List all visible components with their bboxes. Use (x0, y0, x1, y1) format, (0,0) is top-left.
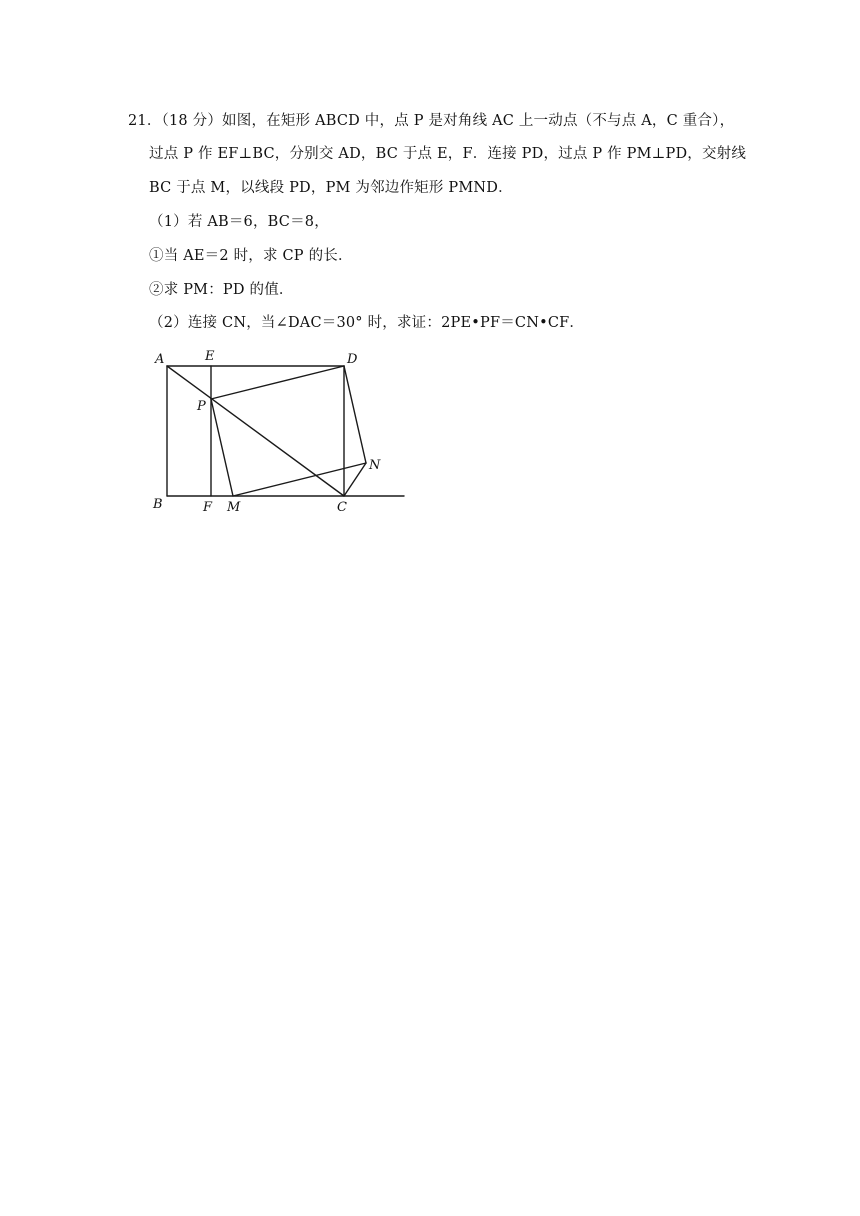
problem-part-1: （1）若 AB＝6，BC＝8， (149, 214, 329, 230)
label-p: P (197, 399, 206, 414)
segment-dn (344, 366, 366, 463)
segment-pd (211, 366, 344, 399)
label-c: C (337, 500, 347, 515)
problem-part-1-sub-2: ②求 PM：PD 的值． (149, 282, 294, 298)
problem-part-2: （2）连接 CN，当∠DAC＝30° 时，求证：2PE•PF＝CN•CF． (149, 315, 585, 331)
problem-line-1: 21．（18 分）如图，在矩形 ABCD 中，点 P 是对角线 AC 上一动点（不与点 A，C 重合）， (128, 113, 735, 129)
diagonal-ac (167, 366, 344, 496)
label-n: N (369, 458, 381, 473)
segment-mn (233, 463, 366, 496)
problem-part-1-sub-1: ①当 AE＝2 时，求 CP 的长． (149, 248, 353, 264)
label-m: M (227, 500, 241, 515)
geometry-figure (145, 345, 420, 520)
segment-pm (211, 399, 233, 496)
problem-line-2: 过点 P 作 EF⊥BC，分别交 AD，BC 于点 E，F．连接 PD，过点 P 作 PM⊥PD，交射线 (149, 146, 747, 162)
label-f: F (203, 500, 213, 515)
label-a: A (155, 352, 165, 367)
label-d: D (347, 352, 358, 367)
label-b: B (153, 497, 163, 512)
problem-line-3: BC 于点 M，以线段 PD，PM 为邻边作矩形 PMND． (149, 180, 513, 196)
geometry-diagram (145, 345, 420, 520)
label-e: E (205, 349, 215, 364)
